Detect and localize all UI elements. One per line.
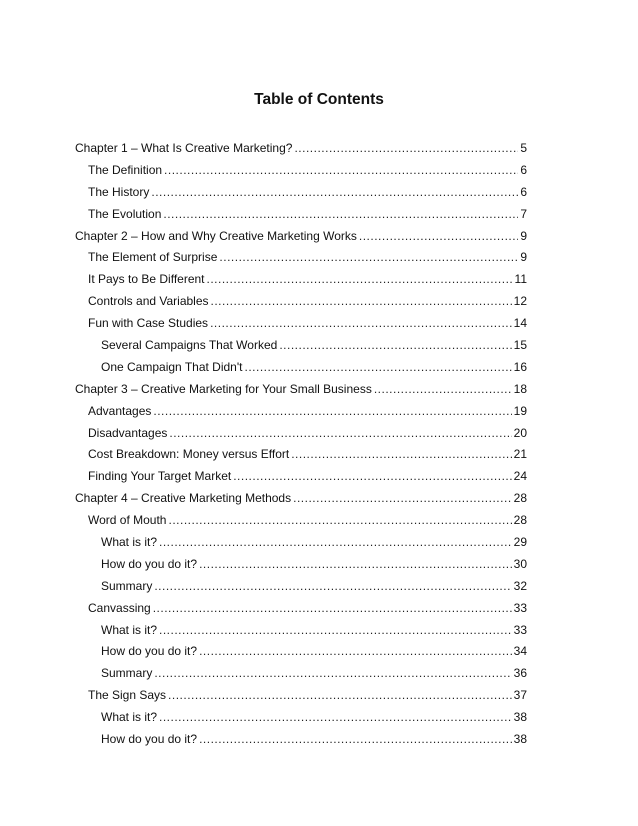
toc-entry-title: Summary xyxy=(101,666,153,681)
toc-section-entry[interactable] xyxy=(0,357,638,379)
toc-section-entry[interactable] xyxy=(0,160,638,182)
toc-page-number: 37 xyxy=(513,688,527,703)
toc-section-entry[interactable] xyxy=(0,685,638,707)
toc-list xyxy=(0,138,638,751)
toc-page-number: 32 xyxy=(513,578,527,593)
toc-section-entry[interactable] xyxy=(0,707,638,729)
toc-section-entry[interactable] xyxy=(0,204,638,226)
toc-entry-title: What is it? xyxy=(101,622,158,637)
toc-section-entry[interactable] xyxy=(0,598,638,620)
toc-chapter-entry[interactable] xyxy=(0,488,638,510)
toc-chapter-entry[interactable] xyxy=(0,226,638,248)
toc-dot-leader xyxy=(159,532,512,554)
toc-section-entry[interactable] xyxy=(0,401,638,423)
toc-section-entry[interactable] xyxy=(0,423,638,445)
toc-dot-leader xyxy=(199,729,512,751)
toc-page-number: 36 xyxy=(513,666,527,681)
toc-dot-leader xyxy=(293,488,512,510)
toc-entry-title: The Element of Surprise xyxy=(88,250,218,265)
toc-entry-title: The History xyxy=(88,184,150,199)
toc-chapter-entry[interactable] xyxy=(0,138,638,160)
toc-entry-title: Disadvantages xyxy=(88,425,168,440)
toc-section-entry[interactable] xyxy=(0,313,638,335)
toc-dot-leader xyxy=(359,226,518,248)
toc-page-number: 21 xyxy=(513,447,527,462)
toc-entry-title: The Sign Says xyxy=(88,688,167,703)
toc-section-entry[interactable] xyxy=(0,291,638,313)
toc-page-number: 6 xyxy=(520,162,527,177)
toc-page-number: 24 xyxy=(513,469,527,484)
toc-entry-title: The Definition xyxy=(88,162,163,177)
toc-entry-title: Chapter 2 – How and Why Creative Marketing Works xyxy=(75,228,357,243)
toc-page-number: 9 xyxy=(520,228,527,243)
toc-page-number: 20 xyxy=(513,425,527,440)
toc-page-number: 12 xyxy=(513,294,527,309)
toc-dot-leader xyxy=(169,423,511,445)
toc-entry-title: Controls and Variables xyxy=(88,294,209,309)
toc-dot-leader xyxy=(168,510,511,532)
toc-section-entry[interactable] xyxy=(0,466,638,488)
toc-section-entry[interactable] xyxy=(0,269,638,291)
toc-entry-title: Canvassing xyxy=(88,600,151,615)
toc-chapter-entry[interactable] xyxy=(0,379,638,401)
toc-page-number: 11 xyxy=(514,272,527,287)
toc-entry-title: Chapter 4 – Creative Marketing Methods xyxy=(75,491,292,506)
toc-dot-leader xyxy=(211,291,512,313)
toc-dot-leader xyxy=(207,269,513,291)
toc-section-entry[interactable] xyxy=(0,335,638,357)
toc-entry-title: Summary xyxy=(101,578,153,593)
toc-dot-leader xyxy=(154,663,511,685)
toc-entry-title: Finding Your Target Market xyxy=(88,469,232,484)
toc-page-number: 7 xyxy=(520,206,527,221)
toc-page-number: 28 xyxy=(513,513,527,528)
toc-dot-leader xyxy=(210,313,512,335)
toc-dot-leader xyxy=(279,335,511,357)
toc-section-entry[interactable] xyxy=(0,620,638,642)
toc-entry-title: How do you do it? xyxy=(101,556,198,571)
toc-dot-leader xyxy=(233,466,511,488)
toc-page-number: 33 xyxy=(513,600,527,615)
toc-dot-leader xyxy=(219,247,518,269)
toc-dot-leader xyxy=(294,138,518,160)
toc-dot-leader xyxy=(244,357,511,379)
toc-page-number: 29 xyxy=(513,535,527,550)
toc-entry-title: Chapter 1 – What Is Creative Marketing? xyxy=(75,141,293,155)
toc-section-entry[interactable] xyxy=(0,182,638,204)
toc-title: Table of Contents xyxy=(254,91,384,108)
toc-dot-leader xyxy=(199,554,512,576)
toc-page-number: 6 xyxy=(520,184,527,199)
toc-dot-leader xyxy=(153,598,512,620)
toc-entry-title: One Campaign That Didn't xyxy=(101,359,243,374)
toc-entry-title: How do you do it? xyxy=(101,644,198,659)
toc-dot-leader xyxy=(163,204,518,226)
toc-page-number: 15 xyxy=(513,338,527,353)
toc-dot-leader xyxy=(164,160,518,182)
toc-dot-leader xyxy=(199,641,512,663)
toc-entry-title: Several Campaigns That Worked xyxy=(101,338,278,353)
toc-section-entry[interactable] xyxy=(0,444,638,466)
toc-entry-title: How do you do it? xyxy=(101,732,198,747)
toc-entry-title: It Pays to Be Different xyxy=(88,272,205,287)
toc-entry-title: Cost Breakdown: Money versus Effort xyxy=(88,447,290,462)
toc-dot-leader xyxy=(159,620,512,642)
toc-section-entry[interactable] xyxy=(0,576,638,598)
toc-entry-title: What is it? xyxy=(101,535,158,550)
toc-page-number: 30 xyxy=(513,556,527,571)
toc-dot-leader xyxy=(153,401,511,423)
toc-dot-leader xyxy=(374,379,512,401)
toc-dot-leader xyxy=(154,576,511,598)
toc-page-number: 34 xyxy=(513,644,527,659)
toc-page-number: 19 xyxy=(513,403,527,418)
toc-section-entry[interactable] xyxy=(0,663,638,685)
toc-page-number: 14 xyxy=(513,316,527,331)
toc-section-entry[interactable] xyxy=(0,641,638,663)
toc-section-entry[interactable] xyxy=(0,247,638,269)
toc-entry-title: What is it? xyxy=(101,710,158,725)
toc-page-number: 16 xyxy=(513,359,527,374)
toc-page-number: 33 xyxy=(513,622,527,637)
toc-entry-title: Chapter 3 – Creative Marketing for Your Small Business xyxy=(75,381,372,396)
toc-section-entry[interactable] xyxy=(0,729,638,751)
toc-section-entry[interactable] xyxy=(0,532,638,554)
toc-entry-title: The Evolution xyxy=(88,206,162,221)
toc-page-number: 18 xyxy=(513,381,527,396)
toc-entry-title: Fun with Case Studies xyxy=(88,316,209,331)
toc-entry-title: Word of Mouth xyxy=(88,513,167,528)
toc-page-number: 28 xyxy=(513,491,527,506)
toc-page-number: 38 xyxy=(513,710,527,725)
toc-section-entry[interactable] xyxy=(0,510,638,532)
toc-dot-leader xyxy=(159,707,512,729)
toc-section-entry[interactable] xyxy=(0,554,638,576)
toc-page-number: 38 xyxy=(513,732,527,747)
toc-dot-leader xyxy=(168,685,512,707)
toc-entry-title: Advantages xyxy=(88,403,152,418)
toc-page-number: 5 xyxy=(520,141,527,155)
toc-dot-leader xyxy=(151,182,518,204)
toc-page-number: 9 xyxy=(520,250,527,265)
toc-dot-leader xyxy=(291,444,511,466)
